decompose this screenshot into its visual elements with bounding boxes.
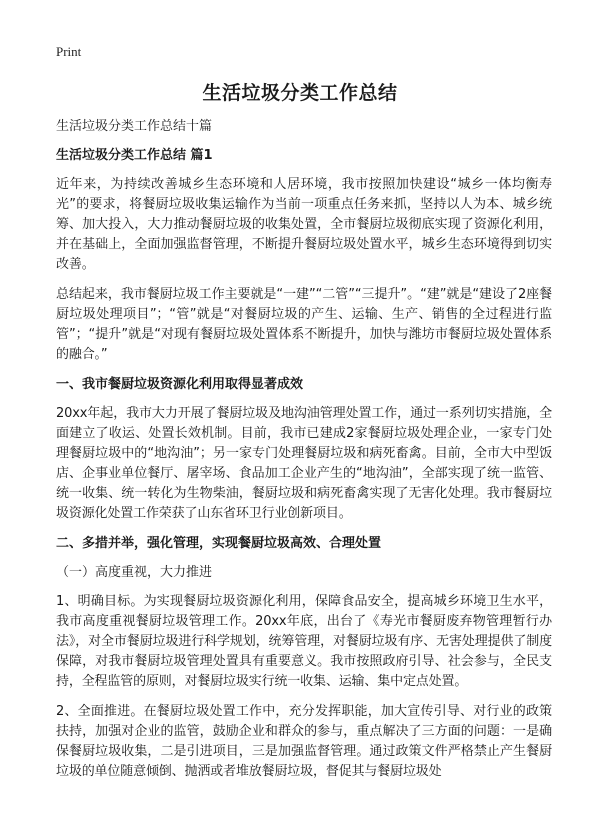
paragraph: 1、明确目标。为实现餐厨垃圾资源化利用，保障食品安全，提高城乡环境卫生水平，我市高度重视餐厨垃圾管理工作。20xx年底，出台了《寿光市餐厨废弃物管理暂行办法》，对全市餐厨垃圾进行科学规划，统筹管理，对餐厨垃圾有序、无害处理提供了制度保障，对我市餐厨垃圾管理处置具有重要意义。我市按照政府引导、社会参与，全民支持，全程监管的原则，对餐厨垃圾实行统一收集、运输、集中定点处置。: [56, 594, 552, 689]
part-heading: 生活垃圾分类工作总结 篇1: [56, 148, 213, 163]
paragraph: 近年来，为持续改善城乡生态环境和人居环境，我市按照加快建设“城乡一体均衡寿光”的要求，将餐厨垃圾收集运输作为当前一项重点任务来抓，坚持以人为本、城乡统筹、加大投入，大力推动餐厨垃圾的收集处置，全市餐厨垃圾彻底实现了资源化利用，并在基础上，全面加强监督管理，不断提升餐厨垃圾处置水平，城乡生态环境得到切实改善。: [56, 177, 552, 272]
document-title: 生活垃圾分类工作总结: [202, 82, 398, 104]
paragraph: 20xx年起，我市大力开展了餐厨垃圾及地沟油管理处置工作，通过一系列切实措施，全面建立了收运、处置长效机制。目前，我市已建成2家餐厨垃圾处理企业，一家专门处理餐厨垃圾中的“地沟油”；另一家专门处理餐厨垃圾和病死畜禽。目前，全市大中型饭店、企事业单位餐厅、屠宰场、食品加工企业产生的“地沟油”，全部实现了统一监管、统一收集、统一转化为生物柴油，餐厨垃圾和病死畜禽实现了无害化处理。我市餐厨垃圾资源化处置工作荣获了山东省环卫行业创新项目。: [56, 406, 552, 521]
document-subtitle: 生活垃圾分类工作总结十篇: [56, 119, 213, 134]
paragraph: 2、全面推进。在餐厨垃圾处置工作中，充分发挥职能，加大宣传引导、对行业的政策扶持，加强对企业的监管，鼓励企业和群众的参与，重点解决了三方面的问题：一是确保餐厨垃圾收集，二是引进项目，三是加强监督管理。通过政策文件严格禁止产生餐厨垃圾的单位随意倾倒、抛洒或者堆放餐厨垃圾，督促其与餐厨垃圾处: [56, 704, 552, 779]
subsection-heading: （一）高度重视，大力推进: [56, 565, 213, 580]
print-label[interactable]: Print: [56, 44, 82, 59]
paragraph: 总结起来，我市餐厨垃圾工作主要就是“一建”“二管”“三提升”。“建”就是“建设了2座餐厨垃圾处理项目”；“管”就是“对餐厨垃圾的产生、运输、生产、销售的全过程进行监管”；“提升”就是“对现有餐厨垃圾处置体系不断提升，加快与潍坊市餐厨垃圾处置体系的融合。”: [56, 287, 552, 362]
section-heading-2: 二、多措并举，强化管理，实现餐厨垃圾高效、合理处置: [56, 536, 382, 551]
section-heading-1: 一、我市餐厨垃圾资源化利用取得显著成效: [56, 377, 304, 392]
document-body: [56, 117, 552, 792]
